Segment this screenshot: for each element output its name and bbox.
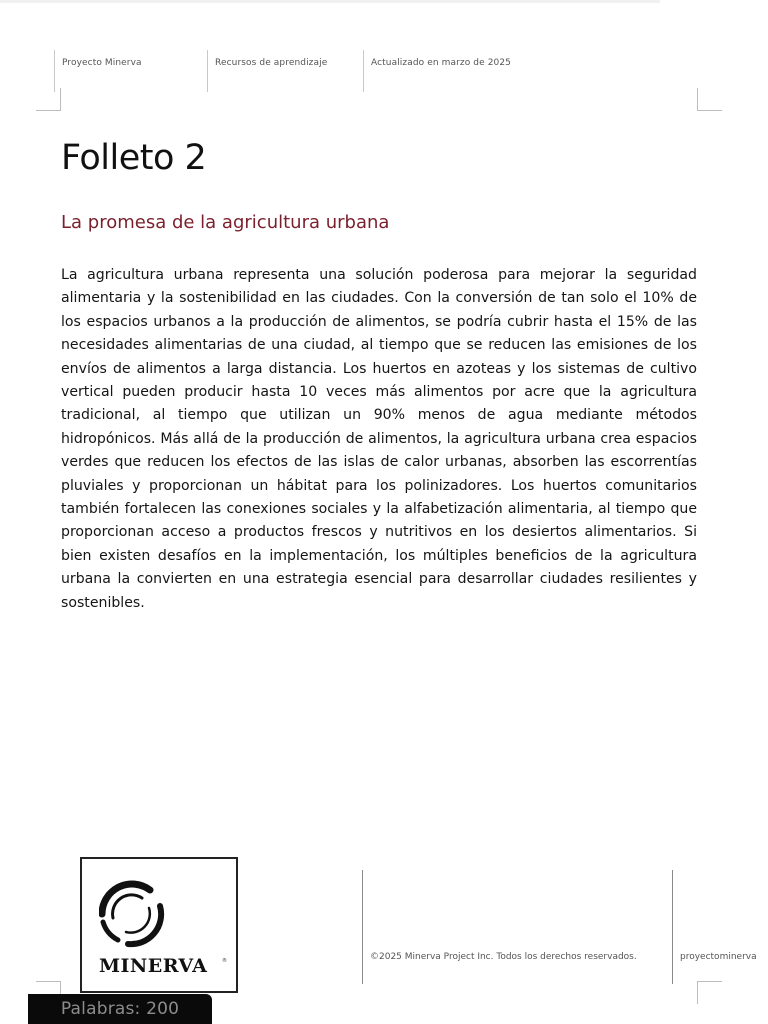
top-rule	[0, 0, 660, 3]
footer-separator	[672, 870, 673, 984]
header-updated: Actualizado en marzo de 2025	[371, 58, 512, 68]
header-separator	[207, 50, 208, 92]
logo-wordmark: MINERVA	[99, 955, 208, 977]
header-separator	[363, 50, 364, 92]
word-count-badge: Palabras: 200	[28, 994, 212, 1024]
body-paragraph: La agricultura urbana representa una solución poderosa para mejorar la seguridad alimentaria y la sostenibilidad en las ciudades. Con la conversión de tan solo el 10% de los espacios urbanos a la producción de alimentos, se podría cubrir hasta el 15% de las necesidades alimentarias de una ciudad, al tiempo que se reducen las emisiones de los envíos de alimentos a larga distancia. Los huertos en azoteas y los sistemas de cultivo vertical pueden producir hasta 10 veces más alimentos por acre que la agricultura tradicional, al tiempo que utilizan un 90% menos de agua mediante métodos hidropónicos. Más allá de la producción de alimentos, la agricultura urbana crea espacios verdes que reducen los efectos de las islas de calor urbanas, absorben las escorrentías pluviales y proporcionan un hábitat para los polinizadores. Los huertos comunitarios también fortalecen las conexiones sociales y la alfabetización alimentaria, al tiempo que proporcionan acceso a productos frescos y nutritivos en los desiertos alimentarios. Si bien existen desafíos en la implementación, los múltiples beneficios de la agricultura urbana la convierten en una estrategia esencial para desarrollar ciudades resilientes y sostenibles.	[61, 267, 697, 611]
header-resources: Recursos de aprendizaje	[215, 58, 328, 68]
logo-trademark: ®	[222, 958, 227, 964]
minerva-logo	[80, 857, 238, 993]
header-separator	[54, 50, 55, 92]
minerva-ring-icon	[99, 876, 219, 952]
crop-mark-top-left	[36, 88, 61, 111]
footer-url: proyectominerva	[680, 952, 757, 962]
page-subtitle: La promesa de la agricultura urbana	[61, 212, 390, 233]
header-project: Proyecto Minerva	[62, 58, 142, 68]
crop-mark-top-right	[697, 88, 722, 111]
footer-separator	[362, 870, 363, 984]
crop-mark-bottom-right	[697, 981, 722, 1004]
footer-copyright: ©2025 Minerva Project Inc. Todos los derechos reservados.	[370, 952, 637, 962]
page-title: Folleto 2	[61, 138, 207, 178]
